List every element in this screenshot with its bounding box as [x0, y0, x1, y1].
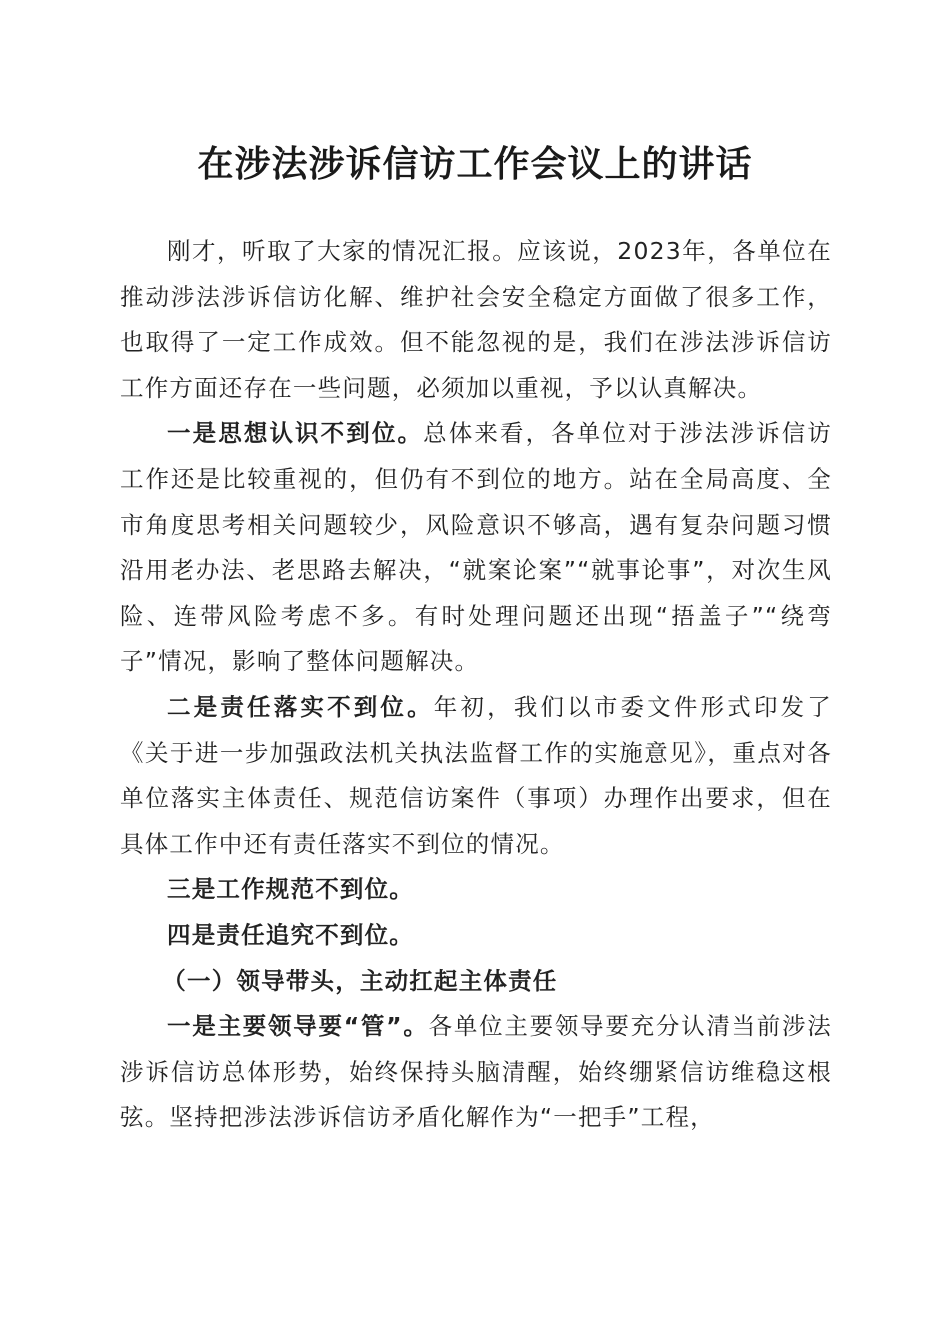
- paragraph-text: 年初，我们以市委文件形式印发了《关于进一步加强政法机关执法监督工作的实施意见》，重点对各单位落实主体责任、规范信访案件（事项）办理作出要求，但在具体工作中还有责任落实不到位的情况。: [120, 692, 833, 858]
- paragraph-text: 各单位主要领导要充分认清当前涉法涉诉信访总体形势，始终保持头脑清醒，始终绷紧信访维稳这根弦。坚持把涉法涉诉信访矛盾化解作为“一把手”工程，: [120, 1012, 833, 1132]
- paragraph-intro: [120, 229, 832, 411]
- paragraph-lead: 二是责任落实不到位。: [167, 692, 434, 721]
- paragraph-text: 总体来看，各单位对于涉法涉诉信访工作还是比较重视的，但仍有不到位的地方。站在全局高度、全市角度思考相关问题较少，风险意识不够高，遇有复杂问题习惯沿用老办法、老思路去解决，“就案论案”“就事论事”，对次生风险、连带风险考虑不多。有时处理问题还出现“捂盖子”“绕弯子”情况，影响了整体问题解决。: [120, 419, 833, 676]
- paragraph-point-3: [120, 867, 832, 913]
- paragraph-lead: 一是思想认识不到位。: [167, 419, 424, 448]
- document-title: 在涉法涉诉信访工作会议上的讲话: [197, 143, 753, 185]
- paragraph-point-1: [120, 411, 832, 685]
- document-body: [120, 229, 832, 1141]
- paragraph-measure-1: [120, 1004, 832, 1141]
- paragraph-lead: 三是工作规范不到位。: [167, 875, 414, 904]
- section-heading-1: [120, 959, 832, 1005]
- section-heading-text: （一）领导带头，主动扛起主体责任: [162, 966, 558, 995]
- paragraph-lead: 一是主要领导要“管”。: [167, 1012, 429, 1041]
- paragraph-text: 刚才，听取了大家的情况汇报。应该说，2023年，各单位在推动涉法涉诉信访化解、维护社会安全稳定方面做了很多工作，也取得了一定工作成效。但不能忽视的是，我们在涉法涉诉信访工作方面还存在一些问题，必须加以重视，予以认真解决。: [120, 237, 832, 402]
- paragraph-point-2: [120, 685, 832, 867]
- paragraph-point-4: [120, 913, 832, 959]
- paragraph-lead: 四是责任追究不到位。: [167, 920, 414, 949]
